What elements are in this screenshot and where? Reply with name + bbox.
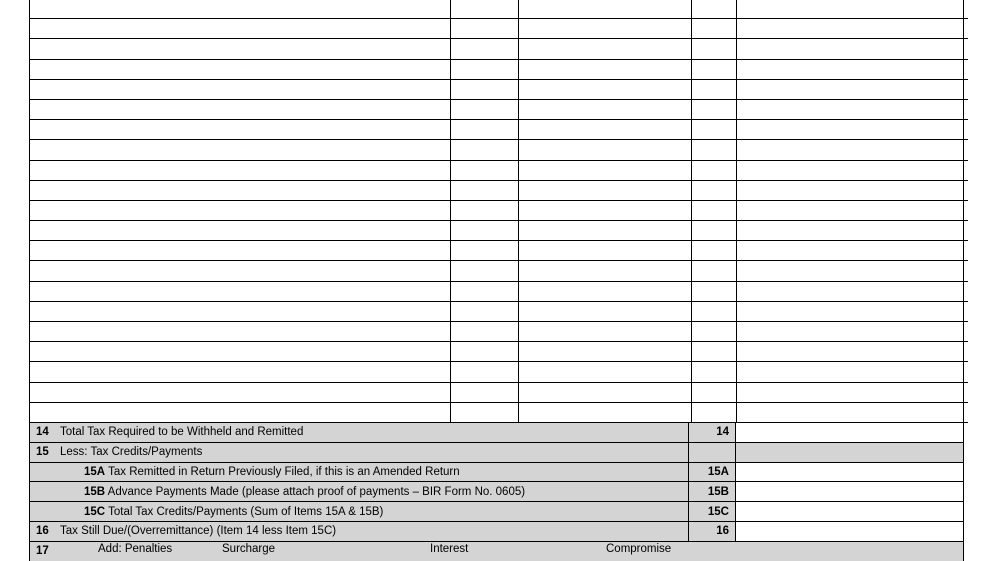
table-row[interactable]	[30, 140, 968, 160]
cell-atc[interactable]	[451, 261, 519, 281]
row-item-14	[30, 423, 963, 442]
cell-tax-withheld[interactable]	[737, 200, 969, 220]
cell-atc[interactable]	[451, 402, 519, 422]
item-15c-sublabel: 15C	[84, 505, 106, 518]
cell-rate[interactable]	[692, 120, 737, 140]
cell-description[interactable]	[30, 0, 451, 19]
item-17-interest-label: Interest	[430, 542, 469, 555]
cell-rate[interactable]	[692, 200, 737, 220]
cell-tax-withheld[interactable]	[737, 59, 969, 79]
item-15c-code: 15C	[689, 502, 736, 522]
table-row[interactable]	[30, 322, 968, 342]
cell-atc[interactable]	[451, 200, 519, 220]
blank-entry-grid	[30, 0, 968, 423]
item-15-amount-field	[736, 442, 964, 462]
cell-tax-withheld[interactable]	[737, 382, 969, 402]
cell-rate[interactable]	[692, 342, 737, 362]
item-15b-label-cell	[58, 482, 689, 502]
table-row[interactable]	[30, 200, 968, 220]
table-row[interactable]	[30, 120, 968, 140]
cell-rate[interactable]	[692, 362, 737, 382]
cell-income-payment[interactable]	[519, 200, 692, 220]
item-15b-amount-field[interactable]	[736, 482, 964, 502]
cell-tax-withheld[interactable]	[737, 19, 969, 39]
cell-rate[interactable]	[692, 221, 737, 241]
totals-body	[30, 423, 963, 561]
blank-grid-body	[30, 0, 968, 422]
cell-tax-withheld[interactable]	[737, 261, 969, 281]
cell-income-payment[interactable]	[519, 402, 692, 422]
cell-income-payment[interactable]	[519, 99, 692, 119]
item-14-amount-field[interactable]	[736, 423, 964, 442]
table-row[interactable]	[30, 221, 968, 241]
form-body	[29, 0, 964, 561]
cell-description[interactable]	[30, 261, 451, 281]
table-row[interactable]	[30, 261, 968, 281]
row-item-15	[30, 442, 963, 462]
item-17-label-cell	[58, 541, 963, 560]
item-15a-label-cell	[58, 462, 689, 482]
cell-income-payment[interactable]	[519, 180, 692, 200]
item-15b-code: 15B	[689, 482, 736, 502]
cell-tax-withheld[interactable]	[737, 180, 969, 200]
totals-section	[30, 423, 963, 561]
cell-rate[interactable]	[692, 19, 737, 39]
cell-description[interactable]	[30, 39, 451, 59]
item-15a-amount-field[interactable]	[736, 462, 964, 482]
cell-description[interactable]	[30, 342, 451, 362]
item-17-surcharge-label: Surcharge	[222, 542, 276, 555]
item-15-label: Less: Tax Credits/Payments	[58, 442, 689, 462]
cell-rate[interactable]	[692, 241, 737, 261]
cell-description[interactable]	[30, 301, 451, 321]
item-15c-label-cell	[58, 502, 689, 522]
cell-description[interactable]	[30, 79, 451, 99]
cell-income-payment[interactable]	[519, 342, 692, 362]
table-row[interactable]	[30, 241, 968, 261]
cell-tax-withheld[interactable]	[737, 79, 969, 99]
table-row[interactable]	[30, 160, 968, 180]
cell-tax-withheld[interactable]	[737, 120, 969, 140]
table-row[interactable]	[30, 180, 968, 200]
cell-description[interactable]	[30, 99, 451, 119]
cell-income-payment[interactable]	[519, 59, 692, 79]
cell-rate[interactable]	[692, 99, 737, 119]
item-17-compromise-label: Compromise	[606, 542, 672, 555]
cell-atc[interactable]	[451, 301, 519, 321]
cell-description[interactable]	[30, 221, 451, 241]
cell-tax-withheld[interactable]	[737, 281, 969, 301]
table-row[interactable]	[30, 19, 968, 39]
row-item-15c	[30, 502, 963, 522]
cell-tax-withheld[interactable]	[737, 241, 969, 261]
cell-atc[interactable]	[451, 0, 519, 19]
cell-income-payment[interactable]	[519, 120, 692, 140]
cell-atc[interactable]	[451, 39, 519, 59]
cell-tax-withheld[interactable]	[737, 39, 969, 59]
cell-atc[interactable]	[451, 180, 519, 200]
cell-income-payment[interactable]	[519, 261, 692, 281]
item-16-label: Tax Still Due/(Overremittance) (Item 14 less Item 15C)	[58, 521, 689, 541]
item-15a-label: Tax Remitted in Return Previously Filed, if this is an Amended Return	[108, 465, 460, 478]
table-row[interactable]	[30, 39, 968, 59]
cell-atc[interactable]	[451, 281, 519, 301]
cell-income-payment[interactable]	[519, 160, 692, 180]
cell-tax-withheld[interactable]	[737, 99, 969, 119]
cell-description[interactable]	[30, 362, 451, 382]
cell-rate[interactable]	[692, 180, 737, 200]
cell-tax-withheld[interactable]	[737, 322, 969, 342]
item-14-code: 14	[689, 423, 736, 442]
table-row[interactable]	[30, 301, 968, 321]
item-15c-label: Total Tax Credits/Payments (Sum of Items 15A & 15B)	[108, 505, 384, 518]
cell-atc[interactable]	[451, 160, 519, 180]
cell-atc[interactable]	[451, 382, 519, 402]
cell-rate[interactable]	[692, 382, 737, 402]
cell-rate[interactable]	[692, 322, 737, 342]
cell-rate[interactable]	[692, 402, 737, 422]
cell-income-payment[interactable]	[519, 0, 692, 19]
table-row[interactable]	[30, 342, 968, 362]
table-row[interactable]	[30, 382, 968, 402]
cell-description[interactable]	[30, 402, 451, 422]
table-row[interactable]	[30, 59, 968, 79]
cell-description[interactable]	[30, 241, 451, 261]
table-row[interactable]	[30, 79, 968, 99]
item-15-code	[689, 442, 736, 462]
cell-income-payment[interactable]	[519, 362, 692, 382]
cell-rate[interactable]	[692, 140, 737, 160]
item-14-number: 14	[30, 423, 58, 442]
cell-description[interactable]	[30, 180, 451, 200]
cell-tax-withheld[interactable]	[737, 140, 969, 160]
cell-atc[interactable]	[451, 362, 519, 382]
cell-income-payment[interactable]	[519, 382, 692, 402]
item-17-penalties-label: Add: Penalties	[98, 542, 173, 555]
cell-atc[interactable]	[451, 322, 519, 342]
item-15b-sublabel: 15B	[84, 485, 106, 498]
cell-rate[interactable]	[692, 0, 737, 19]
table-row[interactable]	[30, 99, 968, 119]
cell-income-payment[interactable]	[519, 140, 692, 160]
item-16-amount-field[interactable]	[736, 521, 964, 541]
cell-rate[interactable]	[692, 79, 737, 99]
cell-atc[interactable]	[451, 59, 519, 79]
cell-description[interactable]	[30, 59, 451, 79]
item-17-number: 17	[36, 545, 49, 558]
cell-income-payment[interactable]	[519, 322, 692, 342]
cell-atc[interactable]	[451, 140, 519, 160]
item-15a-code: 15A	[689, 462, 736, 482]
row-item-15a	[30, 462, 963, 482]
cell-description[interactable]	[30, 382, 451, 402]
cell-atc[interactable]	[451, 79, 519, 99]
cell-tax-withheld[interactable]	[737, 0, 969, 19]
cell-description[interactable]	[30, 281, 451, 301]
cell-tax-withheld[interactable]	[737, 402, 969, 422]
cell-description[interactable]	[30, 322, 451, 342]
item-15b-number	[30, 482, 58, 502]
cell-tax-withheld[interactable]	[737, 362, 969, 382]
row-item-17	[30, 541, 963, 560]
table-row[interactable]	[30, 362, 968, 382]
cell-rate[interactable]	[692, 160, 737, 180]
cell-rate[interactable]	[692, 39, 737, 59]
cell-description[interactable]	[30, 140, 451, 160]
table-row[interactable]	[30, 0, 968, 19]
cell-description[interactable]	[30, 200, 451, 220]
cell-rate[interactable]	[692, 281, 737, 301]
cell-tax-withheld[interactable]	[737, 221, 969, 241]
item-15a-number	[30, 462, 58, 482]
cell-description[interactable]	[30, 120, 451, 140]
row-item-16	[30, 521, 963, 541]
item-16-number: 16	[30, 521, 58, 541]
cell-description[interactable]	[30, 160, 451, 180]
item-15-number: 15	[30, 442, 58, 462]
cell-tax-withheld[interactable]	[737, 342, 969, 362]
cell-atc[interactable]	[451, 19, 519, 39]
item-15c-number	[30, 502, 58, 522]
cell-description[interactable]	[30, 19, 451, 39]
cell-income-payment[interactable]	[519, 19, 692, 39]
item-16-code: 16	[689, 521, 736, 541]
cell-income-payment[interactable]	[519, 301, 692, 321]
table-row[interactable]	[30, 402, 968, 422]
item-15b-label: Advance Payments Made (please attach proof of payments – BIR Form No. 0605)	[107, 485, 526, 498]
cell-atc[interactable]	[451, 221, 519, 241]
item-15a-sublabel: 15A	[84, 465, 106, 478]
table-row[interactable]	[30, 281, 968, 301]
row-item-15b	[30, 482, 963, 502]
cell-atc[interactable]	[451, 99, 519, 119]
item-14-label: Total Tax Required to be Withheld and Remitted	[58, 423, 689, 442]
item-15c-amount-field[interactable]	[736, 502, 964, 522]
cell-atc[interactable]	[451, 342, 519, 362]
cell-income-payment[interactable]	[519, 281, 692, 301]
cell-rate[interactable]	[692, 59, 737, 79]
cell-tax-withheld[interactable]	[737, 301, 969, 321]
cell-atc[interactable]	[451, 120, 519, 140]
cell-rate[interactable]	[692, 301, 737, 321]
cell-income-payment[interactable]	[519, 221, 692, 241]
cell-atc[interactable]	[451, 241, 519, 261]
cell-rate[interactable]	[692, 261, 737, 281]
cell-income-payment[interactable]	[519, 39, 692, 59]
cell-income-payment[interactable]	[519, 241, 692, 261]
cell-tax-withheld[interactable]	[737, 160, 969, 180]
cell-income-payment[interactable]	[519, 79, 692, 99]
